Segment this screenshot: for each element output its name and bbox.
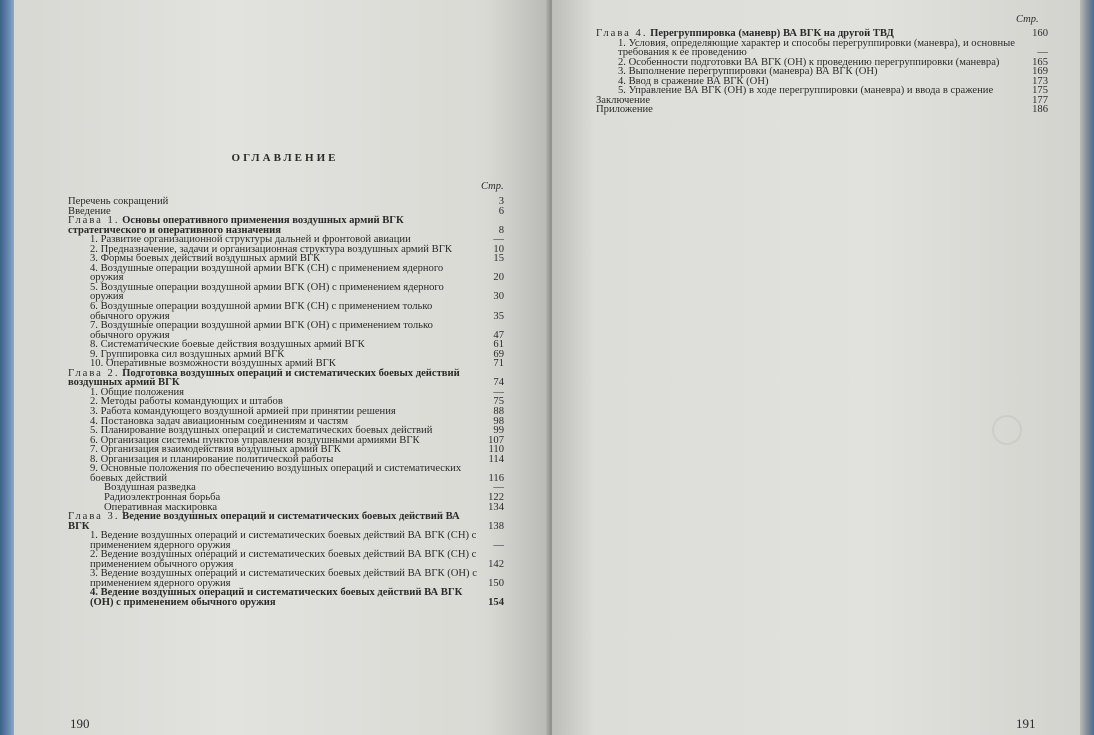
toc-entry: [618, 39, 1048, 58]
toc-page-number: 150: [488, 577, 504, 589]
toc-page-number: 15: [493, 253, 504, 265]
toc-entry: [90, 464, 504, 483]
entry-text: 7. Организация взаимодействия воздушных армий ВГК: [90, 444, 341, 456]
book-cover-edge-right: [1080, 0, 1094, 735]
toc-entry: [90, 569, 504, 588]
toc-page-number: —: [1037, 47, 1048, 59]
toc-page-number: 142: [488, 558, 504, 570]
entry-text: 8. Организация и планирование политической работы: [90, 453, 334, 465]
entry-text: 7. Воздушные операции воздушной армии ВГК (ОН) с применением только обычного оружия: [90, 320, 433, 341]
toc-entry-title: [618, 39, 1022, 58]
toc-left: [68, 197, 504, 608]
toc-entry: [90, 302, 504, 321]
toc-entry-title: [90, 588, 478, 607]
entry-text: 5. Планирование воздушных операций и систематических боевых действий: [90, 425, 433, 437]
entry-text: 1. Ведение воздушных операций и систематических боевых действий ВА ВГК (СН) с применением ядерного оружия: [90, 530, 477, 551]
toc-page-number: 75: [493, 396, 504, 408]
page-number-right: 191: [1016, 716, 1036, 731]
entry-text: 3. Работа командующего воздушной армией при принятии решения: [90, 406, 396, 418]
toc-page-number: 30: [493, 291, 504, 303]
toc-page-number: 98: [493, 415, 504, 427]
toc-entry-title: [618, 86, 1022, 96]
entry-text: 6. Организация системы пунктов управления воздушными армиями ВГК: [90, 434, 420, 446]
chapter-number: Глава 1.: [68, 215, 120, 227]
toc-page-number: 160: [1032, 28, 1048, 39]
entry-text: 4. Ввод в сражение ВА ВГК (ОН): [618, 75, 769, 87]
toc-entry: [618, 86, 1048, 96]
entry-text: Введение: [68, 205, 111, 217]
toc-page-number: 169: [1032, 66, 1048, 78]
chapter-number: Глава 2.: [68, 367, 120, 379]
toc-page-number: 69: [493, 348, 504, 360]
entry-text: Перечень сокращений: [68, 196, 169, 207]
toc-page-number: 154: [488, 596, 504, 608]
chapter-number: Глава 4.: [596, 28, 648, 39]
toc-page-number: 88: [493, 406, 504, 418]
toc-entry-title: [90, 569, 478, 588]
toc-entry-title: [90, 283, 478, 302]
toc-page-number: 134: [488, 501, 504, 513]
page-column-label-left: Стр.: [481, 181, 504, 192]
chapter-number: Глава 3.: [68, 511, 120, 523]
entry-text: 3. Выполнение перегруппировки (маневра) ВА ВГК (ОН): [618, 66, 878, 78]
toc-page-number: 173: [1032, 75, 1048, 87]
toc-page-number: 99: [493, 425, 504, 437]
toc-page-number: 20: [493, 272, 504, 284]
toc-page-number: 114: [488, 453, 504, 465]
entry-text: 4. Постановка задач авиационным соединениям и частям: [90, 415, 349, 427]
toc-chapter: [68, 369, 504, 388]
entry-text: 2. Методы работы командующих и штабов: [90, 396, 283, 408]
entry-text: 2. Особенности подготовки ВА ВГК (ОН) к проведению перегруппировки (маневра): [618, 56, 1000, 68]
entry-text: 4. Ведение воздушных операций и систематических боевых действий ВА ВГК (ОН) с применением обычного оружия: [90, 587, 463, 608]
toc-page-number: 165: [1032, 56, 1048, 68]
entry-text: Оперативная маскировка: [104, 501, 218, 513]
entry-text: Подготовка воздушных операций и систематических боевых действий воздушных армий ВГК: [68, 367, 460, 389]
page-title: ОГЛАВЛЕНИЕ: [231, 152, 339, 164]
toc-entry: [596, 96, 1048, 106]
faded-stamp: [992, 415, 1022, 445]
toc-right: [596, 29, 1048, 115]
entry-text: Основы оперативного применения воздушных армий ВГК стратегического и оперативного назначения: [68, 215, 404, 236]
toc-page-number: 3: [498, 196, 504, 207]
toc-entry-title: [90, 302, 478, 321]
toc-page-number: 175: [1032, 85, 1048, 97]
toc-entry-title: [90, 531, 478, 550]
toc-page-number: 107: [488, 434, 504, 446]
entry-text: 1. Общие положения: [90, 386, 185, 398]
toc-page-number: 71: [493, 358, 504, 370]
toc-page-number: 177: [1032, 94, 1048, 106]
toc-page-number: 138: [488, 520, 504, 532]
toc-page-number: —: [493, 482, 504, 494]
toc-page-number: 35: [493, 310, 504, 322]
toc-page-number: 6: [498, 205, 504, 217]
entry-text: Воздушная разведка: [104, 482, 196, 494]
toc-entry-title: [90, 464, 478, 483]
entry-text: Перегруппировка (маневр) ВА ВГК на другой ТВД: [650, 28, 894, 39]
entry-text: 10. Оперативные возможности воздушных армий ВГК: [90, 358, 336, 370]
entry-text: 3. Ведение воздушных операций и систематических боевых действий ВА ВГК (ОН) с применением ядерного оружия: [90, 568, 477, 589]
toc-entry-title: [90, 321, 478, 340]
toc-page-number: —: [493, 539, 504, 551]
toc-entry-title: [68, 197, 478, 207]
entry-text: 9. Группировка сил воздушных армий ВГК: [90, 348, 285, 360]
toc-entry: [90, 264, 504, 283]
toc-page-number: 186: [1032, 104, 1048, 116]
entry-text: 1. Развитие организационной структуры дальней и фронтовой авиации: [90, 234, 411, 246]
toc-page-number: 47: [493, 329, 504, 341]
entry-text: Ведение воздушных операций и систематических боевых действий ВА ВГК: [68, 511, 460, 532]
toc-entry-title: [596, 96, 1022, 106]
toc-page-number: —: [493, 386, 504, 398]
entry-text: Приложение: [596, 104, 653, 116]
toc-page-number: 116: [488, 472, 504, 484]
toc-page-number: 8: [498, 224, 504, 236]
toc-page-number: 122: [488, 491, 504, 503]
toc-entry: [90, 531, 504, 550]
entry-text: 1. Условия, определяющие характер и способы перегруппировки (маневра), и основные требования к ее проведению: [618, 37, 1015, 59]
entry-text: 8. Систематические боевые действия воздушных армий ВГК: [90, 339, 365, 351]
toc-page-number: 74: [493, 377, 504, 389]
toc-chapter: [68, 512, 504, 531]
toc-page-number: 61: [493, 339, 504, 351]
entry-text: 9. Основные положения по обеспечению воздушных операций и систематических боевых действий: [90, 463, 462, 484]
entry-text: Заключение: [596, 94, 651, 106]
toc-page-number: 10: [493, 243, 504, 255]
entry-text: Радиоэлектронная борьба: [104, 491, 221, 503]
toc-entry: [596, 105, 1048, 115]
entry-text: 5. Воздушные операции воздушной армии ВГК (ОН) с применением ядерного оружия: [90, 281, 444, 303]
toc-entry-title: [596, 105, 1022, 115]
toc-entry-title: [90, 550, 478, 569]
toc-entry: [90, 283, 504, 302]
toc-entry: [90, 588, 504, 607]
toc-entry: [68, 197, 504, 207]
toc-entry-title: [68, 216, 478, 235]
entry-text: 6. Воздушные операции воздушной армии ВГК (СН) с применением только обычного оружия: [90, 301, 433, 322]
toc-entry: [90, 550, 504, 569]
toc-page-number: —: [493, 234, 504, 246]
toc-entry: [90, 321, 504, 340]
entry-text: 3. Формы боевых действий воздушных армий ВГК: [90, 253, 321, 265]
entry-text: 2. Ведение воздушных операций и систематических боевых действий ВА ВГК (СН) с применением обычного оружия: [90, 549, 477, 570]
entry-text: 5. Управление ВА ВГК (ОН) в ходе перегруппировки (маневра) и ввода в сражение: [618, 85, 994, 97]
page-number-left: 190: [70, 716, 90, 731]
toc-entry-title: [68, 369, 478, 388]
entry-text: 2. Предназначение, задачи и организационная структура воздушных армий ВГК: [90, 243, 452, 255]
toc-entry-title: [68, 512, 478, 531]
toc-entry-title: [90, 264, 478, 283]
toc-chapter: [68, 216, 504, 235]
page-column-label-right: Стр.: [1016, 14, 1039, 25]
toc-page-number: 110: [488, 444, 504, 456]
entry-text: 4. Воздушные операции воздушной армии ВГК (СН) с применением ядерного оружия: [90, 262, 444, 284]
